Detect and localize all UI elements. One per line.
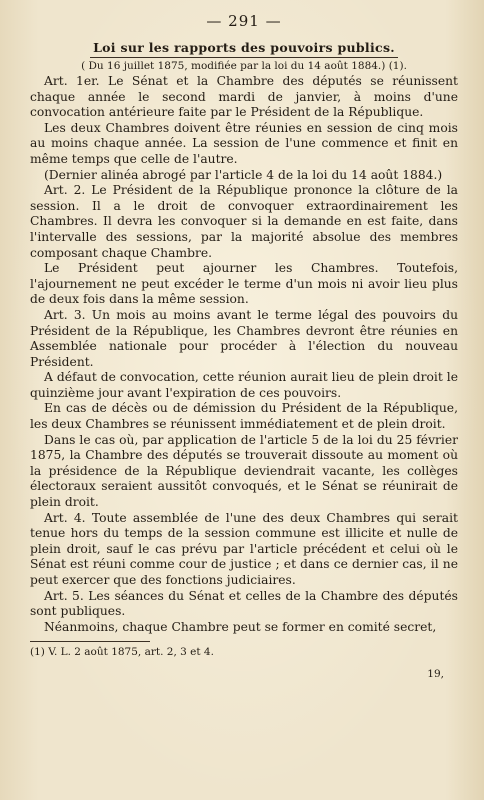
paragraph: Art. 2. Le Président de la République prononce la clôture de la session. Il a le droit de convoquer extraordinairement les Chambres. Il devra les convoquer si la demande en est faite, dans l'intervalle des sessions, par la majorité absolue des membres composant chaque Chambre. [30, 183, 458, 260]
paragraph: Art. 1er. Le Sénat et la Chambre des députés se réunissent chaque année le second mardi de janvier, à moins d'une convocation antérieure faite par le Président de la République. [30, 74, 458, 120]
footnote: (1) V. L. 2 août 1875, art. 2, 3 et 4. [30, 646, 214, 659]
law-text [30, 74, 458, 635]
footnote-divider [30, 641, 150, 642]
paragraph: Le Président peut ajourner les Chambres. Toutefois, l'ajournement ne peut excéder le terme d'un mois ni avoir lieu plus de deux fois dans la même session. [30, 261, 458, 307]
paragraph: Art. 5. Les séances du Sénat et celles de la Chambre des députés sont publiques. [30, 588, 458, 619]
paragraph: Art. 4. Toute assemblée de l'une des deux Chambres qui serait tenue hors du temps de la session commune est illicite et nulle de plein droit, sauf le cas prévu par l'article précédent et celui où le Sénat est réuni comme cour de justice ; et dans ce dernier cas, il ne peut exercer que des fonctions judiciaires. [30, 510, 458, 587]
paragraph: Les deux Chambres doivent être réunies en session de cinq mois au moins chaque année. La session de l'une commence et finit en même temps que celle de l'autre. [30, 120, 458, 166]
paragraph: (Dernier alinéa abrogé par l'article 4 de la loi du 14 août 1884.) [44, 167, 443, 182]
paragraph: A défaut de convocation, cette réunion aurait lieu de plein droit le quinzième jour avant l'expiration de ces pouvoirs. [30, 370, 458, 400]
law-title: Loi sur les rapports des pouvoirs publics. [93, 40, 395, 55]
law-subtitle: ( Du 16 juillet 1875, modifiée par la loi du 14 août 1884.) (1). [81, 60, 407, 72]
paragraph: Dans le cas où, par application de l'article 5 de la loi du 25 février 1875, la Chambre des députés se trouverait dissoute au moment où la présidence de la République deviendrait vacante, les collèges électoraux seraient aussitôt convoqués, et le Sénat se réunirait de plein droit. [30, 432, 458, 510]
signature-mark: 19, [427, 668, 444, 680]
paragraph: Néanmoins, chaque Chambre peut se former en comité secret, [44, 619, 437, 634]
paragraph: Art. 3. Un mois au moins avant le terme légal des pouvoirs du Président de la République, les Chambres devront être réunies en Assemblée nationale pour procéder à l'élection du nouveau Président. [30, 307, 458, 369]
page-number: — 291 — [206, 12, 282, 30]
title-divider [90, 57, 398, 58]
paragraph: En cas de décès ou de démission du Président de la République, les deux Chambres se réunissent immédiatement et de plein droit. [30, 401, 458, 432]
